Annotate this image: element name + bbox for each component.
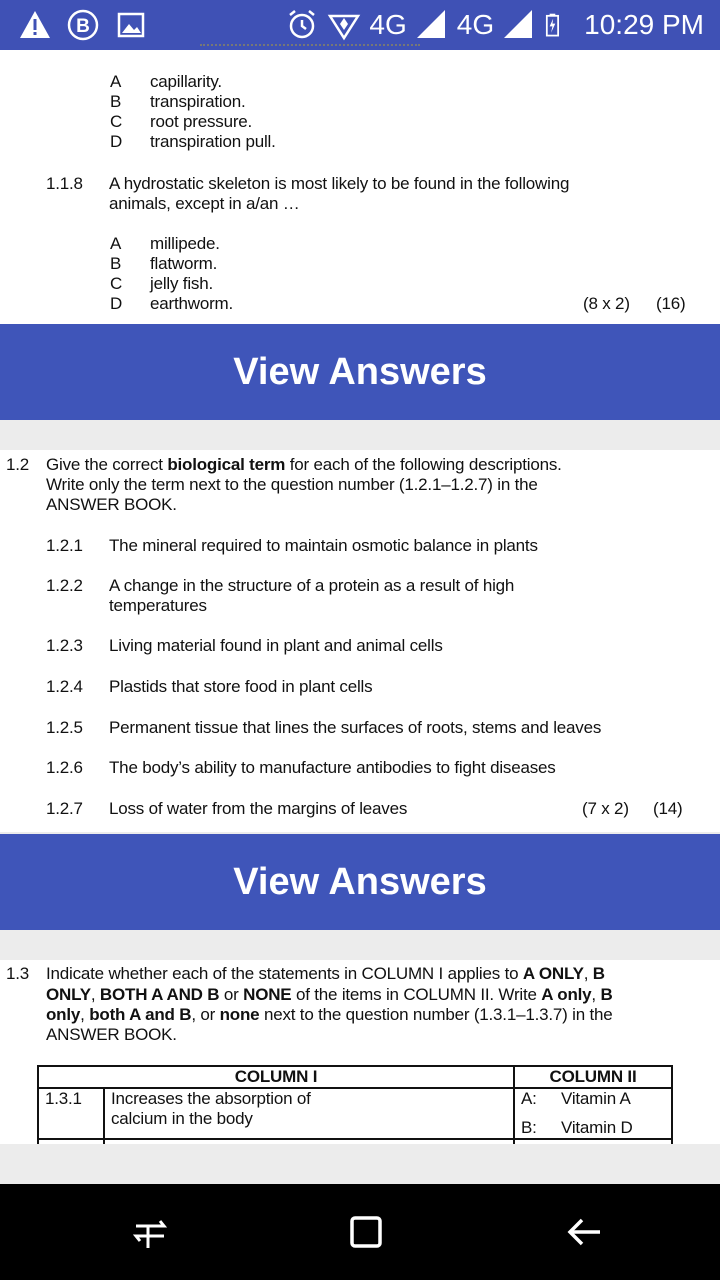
- warning-icon: [18, 8, 52, 42]
- option-letter: D: [110, 294, 123, 313]
- view-answers-button[interactable]: View Answers: [0, 324, 720, 420]
- cut-text-line: [200, 44, 420, 48]
- intro-bold-text: none: [219, 1005, 260, 1024]
- sub-question-number: 1.2.6: [46, 758, 83, 777]
- column-2-header: COLUMN II: [514, 1066, 672, 1088]
- question-number: 1.1.8: [46, 174, 83, 193]
- intro-text: for each of the following descriptions.: [285, 455, 562, 474]
- option-letter: D: [110, 132, 123, 151]
- image-icon: [114, 8, 148, 42]
- sub-question-number: 1.2.3: [46, 636, 83, 655]
- statement-cell: [104, 1088, 514, 1139]
- intro-bold-text: ONLY: [46, 985, 91, 1004]
- sub-question-number: 1.2.2: [46, 576, 83, 595]
- statement-text: Increases the absorption of: [111, 1089, 311, 1108]
- option-letter: C: [110, 112, 123, 131]
- item-text: Vitamin D: [560, 1118, 633, 1137]
- sub-question-text: The mineral required to maintain osmotic balance in plants: [109, 536, 538, 555]
- sub-question-text: Permanent tissue that lines the surfaces of roots, stems and leaves: [109, 718, 602, 737]
- marks-breakdown: (7 x 2): [582, 799, 629, 818]
- intro-text: ,: [583, 964, 593, 983]
- option-text: root pressure.: [150, 112, 253, 131]
- question-card-1-3: [0, 960, 720, 1144]
- q117-options: [0, 50, 720, 324]
- battery-icon: [544, 8, 568, 42]
- question-intro-line: [46, 964, 605, 984]
- question-text: A hydrostatic skeleton is most likely to be found in the following: [109, 174, 570, 193]
- marks-breakdown: (8 x 2): [583, 294, 630, 313]
- option-text: transpiration pull.: [150, 132, 276, 151]
- back-arrow-icon[interactable]: [564, 1212, 604, 1252]
- intro-text: ,: [90, 985, 100, 1004]
- question-card-1-2: [0, 450, 720, 832]
- option-letter: B: [110, 254, 122, 273]
- clock: 10:29 PM: [584, 9, 704, 40]
- sub-question-text: Plastids that store food in plant cells: [109, 677, 373, 696]
- signal-icon: [415, 8, 449, 42]
- intro-text: ,: [591, 985, 601, 1004]
- row-number: 1.3.1: [38, 1088, 104, 1139]
- intro-text: ,: [80, 1005, 90, 1024]
- question-intro: ANSWER BOOK.: [46, 495, 177, 514]
- data-icon: [327, 8, 361, 42]
- network-type-1: 4G: [369, 9, 407, 40]
- option-letter: A: [110, 234, 122, 253]
- intro-bold-text: both A and B: [89, 1005, 192, 1024]
- network-type-2: 4G: [456, 9, 495, 40]
- option-text: jelly fish.: [150, 274, 213, 293]
- option-text: transpiration.: [150, 92, 246, 111]
- signal-icon: [502, 8, 536, 42]
- option-letter: B: [110, 92, 122, 111]
- option-text: flatworm.: [150, 254, 218, 273]
- item-b: [521, 1117, 665, 1138]
- sub-question-number: 1.2.7: [46, 799, 83, 818]
- sub-question-text: The body’s ability to manufacture antibodies to fight diseases: [109, 758, 556, 777]
- item-a: [521, 1089, 665, 1109]
- intro-text: of the items in COLUMN II. Write: [291, 985, 542, 1004]
- table-row: [38, 1088, 672, 1139]
- intro-text: , or: [191, 1005, 220, 1024]
- sub-question-number: 1.2.4: [46, 677, 83, 696]
- menu-switch-icon[interactable]: [130, 1212, 170, 1252]
- question-intro: Write only the term next to the question number (1.2.1–1.2.7) in the: [46, 475, 538, 494]
- question-number: 1.2: [6, 455, 30, 474]
- sub-question-text: temperatures: [109, 596, 207, 615]
- sub-question-text: Loss of water from the margins of leaves: [109, 799, 408, 818]
- items-cell: [514, 1088, 672, 1139]
- item-label: A:: [520, 1089, 537, 1108]
- sub-question-text: Living material found in plant and animal cells: [109, 636, 443, 655]
- question-number: 1.3: [6, 964, 30, 983]
- sub-question-number: 1.2.5: [46, 718, 83, 737]
- intro-bold-text: biological term: [167, 455, 286, 474]
- intro-bold-text: B: [600, 985, 613, 1004]
- option-text: earthworm.: [150, 294, 234, 313]
- statement-text: calcium in the body: [111, 1109, 253, 1128]
- view-answers-button[interactable]: View Answers: [0, 834, 720, 930]
- intro-text: Indicate whether each of the statements in COLUMN I applies to: [46, 964, 523, 983]
- question-intro-line: [46, 985, 613, 1005]
- question-intro-line: [46, 1005, 613, 1025]
- intro-bold-text: A only: [541, 985, 592, 1004]
- intro-text: or: [219, 985, 244, 1004]
- intro-bold-text: BOTH A AND B: [99, 985, 220, 1004]
- sub-question-text: A change in the structure of a protein as a result of high: [109, 576, 515, 595]
- b-circle-icon: [66, 8, 100, 42]
- columns-table: [37, 1065, 673, 1144]
- q12-content: [0, 450, 720, 832]
- question-intro: [46, 455, 562, 475]
- option-letter: C: [110, 274, 123, 293]
- intro-bold-text: B: [592, 964, 605, 983]
- question-text: animals, except in a/an …: [109, 194, 300, 213]
- item-label: B:: [520, 1118, 537, 1137]
- intro-bold-text: NONE: [243, 985, 292, 1004]
- intro-bold-text: A ONLY: [522, 964, 584, 983]
- intro-text: next to the question number (1.3.1–1.3.7) in the: [259, 1005, 613, 1024]
- q13-content: [0, 960, 720, 1144]
- option-text: millipede.: [150, 234, 220, 253]
- status-bar: [0, 0, 720, 50]
- marks-total: (14): [653, 799, 683, 818]
- svg-text:B: B: [76, 16, 90, 37]
- marks-total: (16): [656, 294, 686, 313]
- alarm-icon: [285, 8, 319, 42]
- intro-bold-text: only: [46, 1005, 81, 1024]
- recent-apps-icon[interactable]: [346, 1212, 386, 1252]
- intro-text: Give the correct: [46, 455, 168, 474]
- navigation-bar: [0, 1184, 720, 1280]
- question-card-1-1: [0, 50, 720, 324]
- option-text: capillarity.: [150, 72, 222, 91]
- question-intro-line: ANSWER BOOK.: [46, 1025, 177, 1044]
- column-1-header: COLUMN I: [38, 1066, 514, 1088]
- option-letter: A: [110, 72, 122, 91]
- sub-question-number: 1.2.1: [46, 536, 83, 555]
- table-row: [38, 1139, 672, 1144]
- item-text: Vitamin A: [560, 1089, 631, 1108]
